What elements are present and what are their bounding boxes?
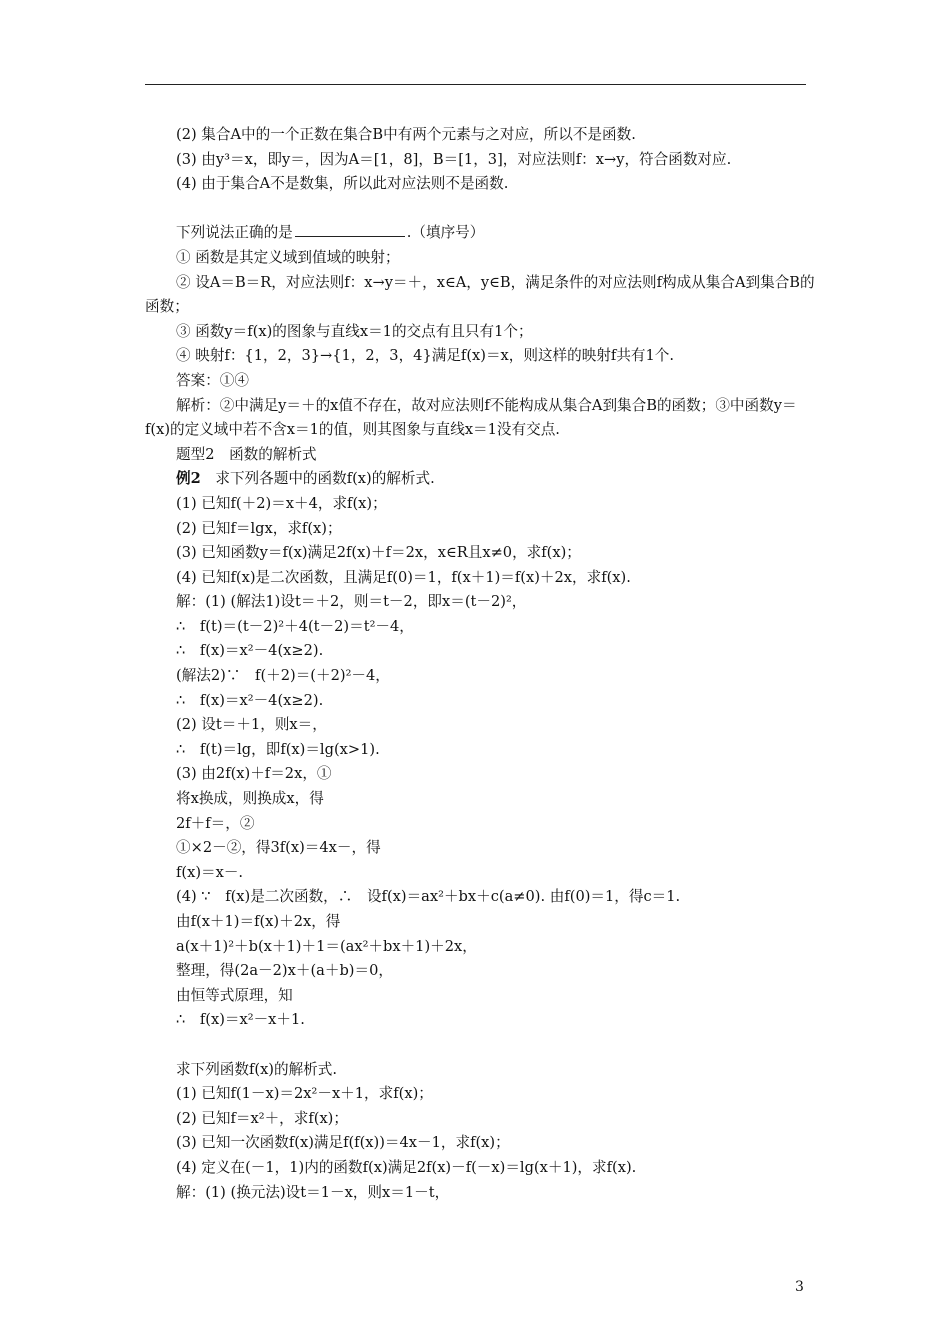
exercise-line: (3) 已知一次函数f(x)满足f(f(x))＝4x－1，求f(x)；	[176, 1134, 510, 1152]
solution-line: (3) 已知函数y＝f(x)满足2f(x)＋f＝2x，x∈R且x≠0，求f(x)；	[176, 544, 581, 562]
solution-line: (1) 已知f(＋2)＝x＋4，求f(x)；	[176, 494, 387, 512]
exercise-prompt-text: 下列说法正确的是	[176, 224, 293, 242]
solution-line: (2) 已知f＝lgx，求f(x)；	[176, 519, 342, 537]
solution-line: (3) 由2f(x)＋f＝2x，①	[176, 765, 332, 783]
solution-line: 将x换成，则换成x，得	[176, 790, 324, 808]
topic-heading: 题型2 函数的解析式	[176, 445, 317, 463]
answer-line: 答案：①④	[176, 371, 249, 389]
page-number: 3	[795, 1279, 804, 1295]
example-text: 求下列各题中的函数f(x)的解析式.	[200, 470, 435, 488]
solution-line: 整理，得(2a－2)x＋(a＋b)＝0，	[176, 962, 393, 980]
solution-line: (解法2)∵ f(＋2)＝(＋2)²－4，	[176, 667, 390, 685]
paragraph-gap	[145, 1033, 815, 1058]
solution-line: (4) 已知f(x)是二次函数，且满足f(0)＝1，f(x＋1)＝f(x)＋2x，求f(x).	[176, 568, 631, 586]
text-line: (3) 由y³＝x，即y＝，因为A＝[1，8]，B＝[1，3]，对应法则f：x→y，符合函数对应.	[176, 150, 732, 168]
solution-line: 由f(x＋1)＝f(x)＋2x，得	[176, 913, 341, 930]
solution-line: 由恒等式原理，知	[176, 986, 293, 1004]
answer-blank	[295, 221, 405, 237]
solution-line: 解：(1) (解法1)设t＝＋2，则＝t－2，即x＝(t－2)²，	[176, 593, 527, 611]
solution-line: (4) ∵ f(x)是二次函数，∴ 设f(x)＝ax²＋bx＋c(a≠0). 由f(0)＝1，得c＝1.	[176, 888, 681, 906]
header-rule	[145, 84, 806, 85]
text-line: (2) 集合A中的一个正数在集合B中有两个元素与之对应，所以不是函数.	[176, 126, 636, 143]
paragraph-gap	[145, 197, 815, 222]
option-line: ② 设A＝B＝R，对应法则f：x→y＝＋，x∈A，y∈B，满足条件的对应法则f构成从集合A到集合B的函数；	[145, 273, 815, 316]
analysis-line: 解析：②中满足y＝＋的x值不存在，故对应法则f不能构成从集合A到集合B的函数；③中函数y＝f(x)的定义域中若不含x＝1的值，则其图象与直线x＝1没有交点.	[145, 396, 797, 439]
exercise-prompt	[145, 221, 815, 246]
exercise-line: (1) 已知f(1－x)＝2x²－x＋1，求f(x)；	[176, 1085, 433, 1103]
solution-line: ①×2－②，得3f(x)＝4x－，得	[176, 839, 381, 857]
exercise-line: (2) 已知f＝x²＋，求f(x)；	[176, 1109, 348, 1127]
solution-line: ∴ f(x)＝x²－x＋1.	[176, 1011, 305, 1029]
solution-line: ∴ f(t)＝lg，即f(x)＝lg(x>1).	[176, 740, 380, 758]
exercise-line: (4) 定义在(－1，1)内的函数f(x)满足2f(x)－f(－x)＝lg(x＋1)，求f(x).	[176, 1158, 637, 1176]
solution-line: f(x)＝x－.	[176, 863, 244, 881]
exercise-prompt-suffix: .（填序号）	[406, 224, 485, 242]
text-line: (4) 由于集合A不是数集，所以此对应法则不是函数.	[176, 175, 509, 193]
solution-line: (2) 设t＝＋1，则x＝，	[176, 716, 327, 734]
exercise-line: 求下列函数f(x)的解析式.	[176, 1060, 338, 1078]
solution-line: ∴ f(x)＝x²－4(x≥2).	[176, 642, 324, 660]
option-line: ① 函数是其定义域到值域的映射；	[176, 248, 400, 266]
solution-line: 2f＋f＝，②	[176, 814, 255, 832]
example-heading	[145, 467, 815, 492]
option-line: ④ 映射f：{1，2，3}→{1，2，3，4}满足f(x)＝x，则这样的映射f共有1个.	[176, 347, 675, 365]
example-label: 例2	[176, 470, 201, 488]
document-body	[145, 123, 815, 1205]
exercise-line: 解：(1) (换元法)设t＝1－x，则x＝1－t，	[176, 1183, 450, 1201]
option-line: ③ 函数y＝f(x)的图象与直线x＝1的交点有且只有1个；	[176, 322, 533, 340]
solution-line: ∴ f(x)＝x²－4(x≥2).	[176, 691, 324, 709]
solution-line: ∴ f(t)＝(t－2)²＋4(t－2)＝t²－4，	[176, 617, 414, 635]
solution-line: a(x＋1)²＋b(x＋1)＋1＝(ax²＋bx＋1)＋2x，	[176, 937, 477, 955]
